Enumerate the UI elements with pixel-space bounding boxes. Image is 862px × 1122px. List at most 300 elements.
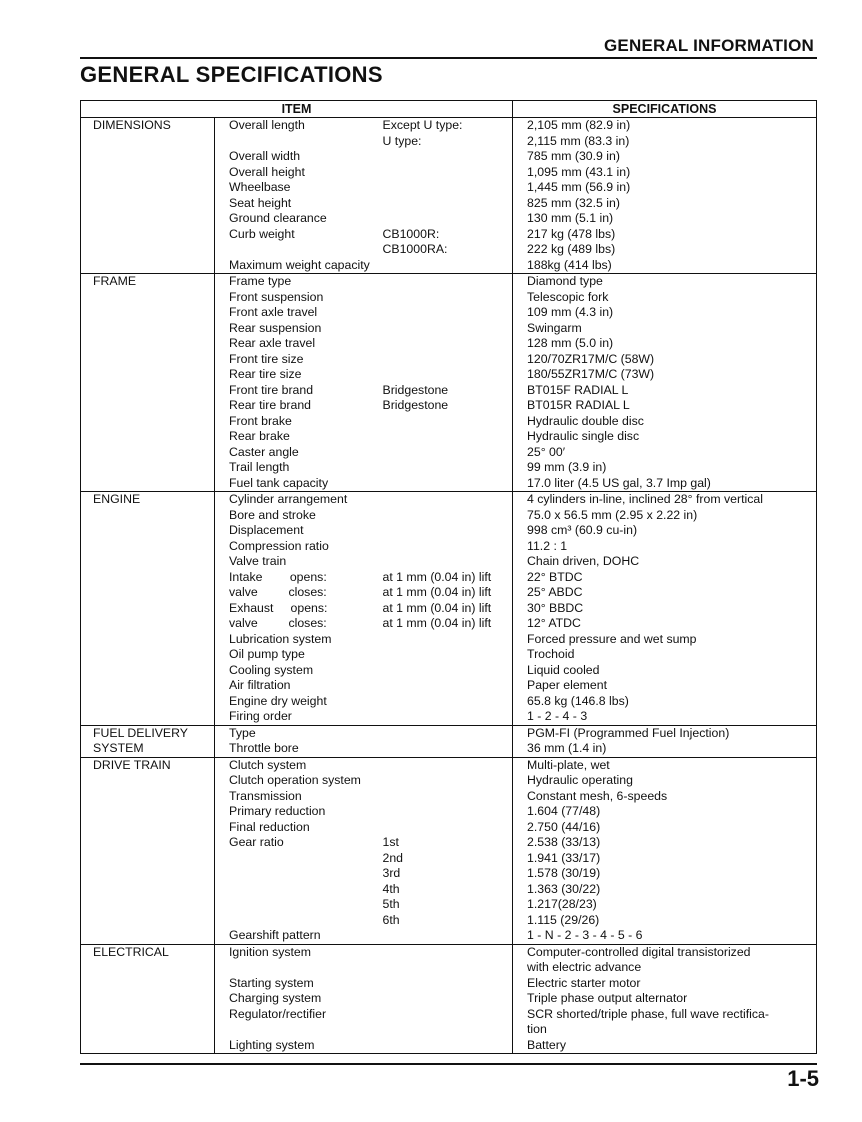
specification-cell: 2,115 mm (83.3 in) [513, 134, 817, 150]
specification-cell: 998 cm³ (60.9 cu-in) [513, 523, 817, 539]
table-row [81, 976, 817, 992]
item-cell: Fuel tank capacity [215, 476, 383, 492]
category-cell [81, 352, 215, 368]
item-cell: Bore and stroke [215, 508, 383, 524]
condition-cell [383, 258, 513, 274]
condition-cell [383, 632, 513, 648]
table-row [81, 274, 817, 290]
category-cell [81, 398, 215, 414]
table-row [81, 258, 817, 274]
specification-cell: PGM-FI (Programmed Fuel Injection) [513, 725, 817, 741]
table-row [81, 149, 817, 165]
specification-cell: 109 mm (4.3 in) [513, 305, 817, 321]
condition-cell [383, 523, 513, 539]
condition-cell [383, 1022, 513, 1038]
table-row [81, 118, 817, 134]
specification-cell: 25° 00′ [513, 445, 817, 461]
condition-cell [383, 757, 513, 773]
condition-cell [383, 476, 513, 492]
specification-cell: Diamond type [513, 274, 817, 290]
item-cell: Compression ratio [215, 539, 383, 555]
category-cell [81, 367, 215, 383]
item-cell: Overall width [215, 149, 383, 165]
specification-cell: 2.538 (33/13) [513, 835, 817, 851]
item-cell [215, 1022, 383, 1038]
item-cell: Clutch system [215, 757, 383, 773]
footer-rule [80, 1063, 817, 1065]
section-title: GENERAL INFORMATION [604, 36, 814, 55]
condition-cell: at 1 mm (0.04 in) lift [382, 585, 492, 599]
specification-cell: 1.115 (29/26) [513, 913, 817, 929]
category-cell [81, 539, 215, 555]
condition-cell [383, 460, 513, 476]
specification-cell: 222 kg (489 lbs) [513, 242, 817, 258]
condition-cell [383, 492, 513, 508]
table-row [81, 336, 817, 352]
table-row [81, 789, 817, 805]
specification-cell: Chain driven, DOHC [513, 554, 817, 570]
condition-cell: Bridgestone [382, 382, 449, 397]
category-cell [81, 1007, 215, 1023]
specifications-column-header: SPECIFICATIONS [513, 101, 817, 118]
category-cell [81, 960, 215, 976]
specification-cell: BT015F RADIAL L [513, 383, 817, 399]
category-cell [81, 773, 215, 789]
condition-cell [383, 274, 513, 290]
category-cell: ELECTRICAL [81, 944, 215, 960]
specification-cell: 1.604 (77/48) [513, 804, 817, 820]
table-row [81, 211, 817, 227]
table-row [81, 290, 817, 306]
category-cell [81, 663, 215, 679]
item-cell [215, 882, 383, 898]
category-cell [81, 460, 215, 476]
condition-cell: at 1 mm (0.04 in) lift [382, 616, 492, 630]
category-cell [81, 445, 215, 461]
condition-cell: at 1 mm (0.04 in) lift [382, 600, 492, 615]
table-row [81, 398, 817, 414]
item-cell: Rear suspension [215, 321, 383, 337]
table-row [81, 663, 817, 679]
table-header-row [81, 101, 817, 118]
specification-cell: 1 - 2 - 4 - 3 [513, 709, 817, 725]
category-cell [81, 991, 215, 1007]
item-cell: Overall length [215, 118, 383, 134]
category-cell [81, 321, 215, 337]
table-row [81, 725, 817, 741]
item-cell: Air filtration [215, 678, 383, 694]
category-cell [81, 429, 215, 445]
item-cell: Front tire brand [215, 383, 383, 399]
table-row [81, 773, 817, 789]
category-cell [81, 290, 215, 306]
item-cell: Transmission [215, 789, 383, 805]
condition-cell [383, 991, 513, 1007]
item-cell: Starting system [215, 976, 383, 992]
specification-cell: Hydraulic operating [513, 773, 817, 789]
condition-cell: 6th [382, 912, 400, 927]
table-row [81, 570, 817, 586]
table-row [81, 851, 817, 867]
category-cell [81, 585, 215, 601]
item-cell: Rear brake [215, 429, 383, 445]
item-cell [215, 851, 383, 867]
table-row [81, 928, 817, 944]
item-cell: Cooling system [215, 663, 383, 679]
specification-cell: 75.0 x 56.5 mm (2.95 x 2.22 in) [513, 508, 817, 524]
category-cell [81, 601, 215, 617]
category-cell [81, 897, 215, 913]
specification-cell: 17.0 liter (4.5 US gal, 3.7 Imp gal) [513, 476, 817, 492]
specification-cell: 180/55ZR17M/C (73W) [513, 367, 817, 383]
page-title: GENERAL SPECIFICATIONS [80, 62, 383, 87]
item-cell [215, 866, 383, 882]
table-row [81, 352, 817, 368]
specification-cell: BT015R RADIAL L [513, 398, 817, 414]
specification-cell: 30° BBDC [513, 601, 817, 617]
condition-cell: 4th [382, 881, 400, 896]
item-cell: valve closes: [215, 585, 383, 601]
condition-cell [383, 352, 513, 368]
category-cell [81, 632, 215, 648]
item-cell: Lubrication system [215, 632, 383, 648]
specification-cell: 188kg (414 lbs) [513, 258, 817, 274]
specification-cell: Swingarm [513, 321, 817, 337]
category-cell [81, 616, 215, 632]
page-number: 1-5 [787, 1066, 819, 1091]
condition-cell [383, 290, 513, 306]
specification-cell: 825 mm (32.5 in) [513, 196, 817, 212]
specification-cell: 1,095 mm (43.1 in) [513, 165, 817, 181]
category-cell [81, 1022, 215, 1038]
table-row [81, 196, 817, 212]
condition-cell: at 1 mm (0.04 in) lift [382, 569, 492, 584]
table-row [81, 414, 817, 430]
condition-cell [383, 741, 513, 757]
specification-cell: 99 mm (3.9 in) [513, 460, 817, 476]
specification-cell: 25° ABDC [513, 585, 817, 601]
condition-cell: Bridgestone [382, 398, 449, 412]
item-cell: Overall height [215, 165, 383, 181]
specification-cell: Telescopic fork [513, 290, 817, 306]
specifications-table [80, 100, 817, 1054]
item-cell: Maximum weight capacity [215, 258, 383, 274]
condition-cell [383, 976, 513, 992]
item-cell: Front suspension [215, 290, 383, 306]
table-row [81, 820, 817, 836]
category-cell: SYSTEM [81, 741, 215, 757]
specification-cell: 1 - N - 2 - 3 - 4 - 5 - 6 [513, 928, 817, 944]
condition-cell: 5th [382, 897, 400, 911]
specification-cell: 217 kg (478 lbs) [513, 227, 817, 243]
condition-cell [383, 944, 513, 960]
table-row [81, 134, 817, 150]
specification-cell: 2.750 (44/16) [513, 820, 817, 836]
table-row [81, 165, 817, 181]
specification-cell: Electric starter motor [513, 976, 817, 992]
category-cell [81, 149, 215, 165]
category-cell: FRAME [81, 274, 215, 290]
condition-cell [383, 508, 513, 524]
condition-cell: 2nd [382, 850, 404, 865]
specification-cell: Paper element [513, 678, 817, 694]
condition-cell [383, 663, 513, 679]
specification-cell: 1.941 (33/17) [513, 851, 817, 867]
specification-cell: Multi-plate, wet [513, 757, 817, 773]
table-row [81, 866, 817, 882]
category-cell [81, 1038, 215, 1054]
category-cell [81, 928, 215, 944]
item-cell: Gear ratio [215, 835, 383, 851]
table-row [81, 585, 817, 601]
table-row [81, 1007, 817, 1023]
item-column-header: ITEM [81, 101, 513, 118]
item-cell [215, 242, 383, 258]
category-cell: ENGINE [81, 492, 215, 508]
item-cell [215, 913, 383, 929]
table-row [81, 835, 817, 851]
specification-cell: SCR shorted/triple phase, full wave rectifica- [513, 1007, 817, 1023]
table-row [81, 991, 817, 1007]
table-row [81, 647, 817, 663]
table-row [81, 476, 817, 492]
condition-cell [383, 694, 513, 710]
table-row [81, 709, 817, 725]
item-cell: Front axle travel [215, 305, 383, 321]
category-cell [81, 180, 215, 196]
item-cell: Charging system [215, 991, 383, 1007]
condition-cell [383, 367, 513, 383]
category-cell [81, 554, 215, 570]
category-cell [81, 258, 215, 274]
specification-cell: Constant mesh, 6-speeds [513, 789, 817, 805]
specification-cell: Trochoid [513, 647, 817, 663]
item-cell: Intake opens: [215, 570, 383, 586]
condition-cell: 3rd [382, 866, 401, 880]
table-row [81, 227, 817, 243]
specification-cell: 11.2 : 1 [513, 539, 817, 555]
condition-cell: CB1000R: [382, 226, 440, 241]
condition-cell [383, 321, 513, 337]
category-cell [81, 851, 215, 867]
category-cell [81, 820, 215, 836]
specification-cell: 4 cylinders in-line, inclined 28° from vertical [513, 492, 817, 508]
category-cell: FUEL DELIVERY [81, 725, 215, 741]
category-cell [81, 134, 215, 150]
table-row [81, 678, 817, 694]
specification-cell: 785 mm (30.9 in) [513, 149, 817, 165]
item-cell: Cylinder arrangement [215, 492, 383, 508]
condition-cell: U type: [382, 133, 422, 148]
specification-cell: Triple phase output alternator [513, 991, 817, 1007]
item-cell: Rear axle travel [215, 336, 383, 352]
table-row [81, 429, 817, 445]
condition-cell [383, 678, 513, 694]
condition-cell: Except U type: [383, 118, 513, 134]
table-row [81, 960, 817, 976]
specification-cell: Hydraulic single disc [513, 429, 817, 445]
table-row [81, 523, 817, 539]
specification-cell: 1,445 mm (56.9 in) [513, 180, 817, 196]
item-cell: Final reduction [215, 820, 383, 836]
table-row [81, 367, 817, 383]
condition-cell [383, 709, 513, 725]
table-row [81, 508, 817, 524]
item-cell: Valve train [215, 554, 383, 570]
condition-cell [383, 211, 513, 227]
category-cell [81, 414, 215, 430]
condition-cell [383, 445, 513, 461]
category-cell [81, 211, 215, 227]
condition-cell [383, 429, 513, 445]
condition-cell [383, 960, 513, 976]
table-row [81, 804, 817, 820]
category-cell [81, 508, 215, 524]
table-row [81, 1038, 817, 1054]
item-cell: valve closes: [215, 616, 383, 632]
specification-cell: Forced pressure and wet sump [513, 632, 817, 648]
item-cell: Regulator/rectifier [215, 1007, 383, 1023]
specification-cell: 120/70ZR17M/C (58W) [513, 352, 817, 368]
specification-cell: with electric advance [513, 960, 817, 976]
condition-cell [383, 305, 513, 321]
condition-cell: CB1000RA: [382, 242, 448, 256]
category-cell [81, 678, 215, 694]
table-row [81, 741, 817, 757]
item-cell: Curb weight [215, 227, 383, 243]
item-cell: Rear tire brand [215, 398, 383, 414]
specification-cell: 1.578 (30/19) [513, 866, 817, 882]
item-cell: Exhaust opens: [215, 601, 383, 617]
category-cell [81, 305, 215, 321]
specification-cell: 65.8 kg (146.8 lbs) [513, 694, 817, 710]
specification-cell: 36 mm (1.4 in) [513, 741, 817, 757]
condition-cell [383, 1038, 513, 1054]
condition-cell [383, 165, 513, 181]
category-cell [81, 523, 215, 539]
specification-cell: 128 mm (5.0 in) [513, 336, 817, 352]
condition-cell [383, 820, 513, 836]
table-row [81, 383, 817, 399]
item-cell: Front tire size [215, 352, 383, 368]
specification-cell: 2,105 mm (82.9 in) [513, 118, 817, 134]
table-row [81, 180, 817, 196]
item-cell: Ground clearance [215, 211, 383, 227]
table-row [81, 321, 817, 337]
table-row [81, 897, 817, 913]
specification-cell: Computer-controlled digital transistorized [513, 944, 817, 960]
category-cell [81, 476, 215, 492]
condition-cell [383, 336, 513, 352]
item-cell [215, 960, 383, 976]
item-cell: Seat height [215, 196, 383, 212]
condition-cell [383, 647, 513, 663]
item-cell: Ignition system [215, 944, 383, 960]
item-cell: Throttle bore [215, 741, 383, 757]
category-cell [81, 336, 215, 352]
table-row [81, 632, 817, 648]
item-cell: Wheelbase [215, 180, 383, 196]
condition-cell [383, 196, 513, 212]
category-cell [81, 570, 215, 586]
specification-cell: Hydraulic double disc [513, 414, 817, 430]
specification-cell: 12° ATDC [513, 616, 817, 632]
category-cell [81, 789, 215, 805]
category-cell [81, 242, 215, 258]
condition-cell [383, 149, 513, 165]
item-cell: Caster angle [215, 445, 383, 461]
specification-cell: tion [513, 1022, 817, 1038]
header-rule [80, 57, 817, 59]
table-row [81, 305, 817, 321]
table-row [81, 460, 817, 476]
condition-cell [383, 773, 513, 789]
condition-cell [383, 414, 513, 430]
specification-cell: 1.363 (30/22) [513, 882, 817, 898]
category-cell [81, 804, 215, 820]
item-cell: Lighting system [215, 1038, 383, 1054]
category-cell [81, 866, 215, 882]
condition-cell [383, 789, 513, 805]
item-cell: Front brake [215, 414, 383, 430]
specification-cell: 1.217(28/23) [513, 897, 817, 913]
table-row [81, 1022, 817, 1038]
table-row [81, 601, 817, 617]
table-row [81, 242, 817, 258]
category-cell [81, 383, 215, 399]
category-cell [81, 882, 215, 898]
category-cell [81, 709, 215, 725]
table-row [81, 913, 817, 929]
category-cell [81, 227, 215, 243]
category-cell [81, 913, 215, 929]
item-cell: Displacement [215, 523, 383, 539]
condition-cell [383, 554, 513, 570]
specification-cell: 130 mm (5.1 in) [513, 211, 817, 227]
table-row [81, 694, 817, 710]
table-row [81, 882, 817, 898]
category-cell: DRIVE TRAIN [81, 757, 215, 773]
condition-cell [383, 804, 513, 820]
table-row [81, 539, 817, 555]
specification-cell: 22° BTDC [513, 570, 817, 586]
item-cell: Firing order [215, 709, 383, 725]
item-cell [215, 897, 383, 913]
condition-cell [383, 539, 513, 555]
category-cell [81, 196, 215, 212]
item-cell: Trail length [215, 460, 383, 476]
condition-cell [383, 180, 513, 196]
item-cell: Oil pump type [215, 647, 383, 663]
condition-cell [383, 928, 513, 944]
table-row [81, 944, 817, 960]
category-cell [81, 165, 215, 181]
table-body [81, 118, 817, 1054]
condition-cell: 1st [382, 835, 399, 849]
table-row [81, 757, 817, 773]
condition-cell [383, 725, 513, 741]
specification-cell: Liquid cooled [513, 663, 817, 679]
item-cell: Gearshift pattern [215, 928, 383, 944]
condition-cell [383, 1007, 513, 1023]
specification-cell: Battery [513, 1038, 817, 1054]
category-cell: DIMENSIONS [81, 118, 215, 134]
item-cell: Clutch operation system [215, 773, 383, 789]
category-cell [81, 694, 215, 710]
item-cell [215, 134, 383, 150]
category-cell [81, 976, 215, 992]
table-row [81, 445, 817, 461]
